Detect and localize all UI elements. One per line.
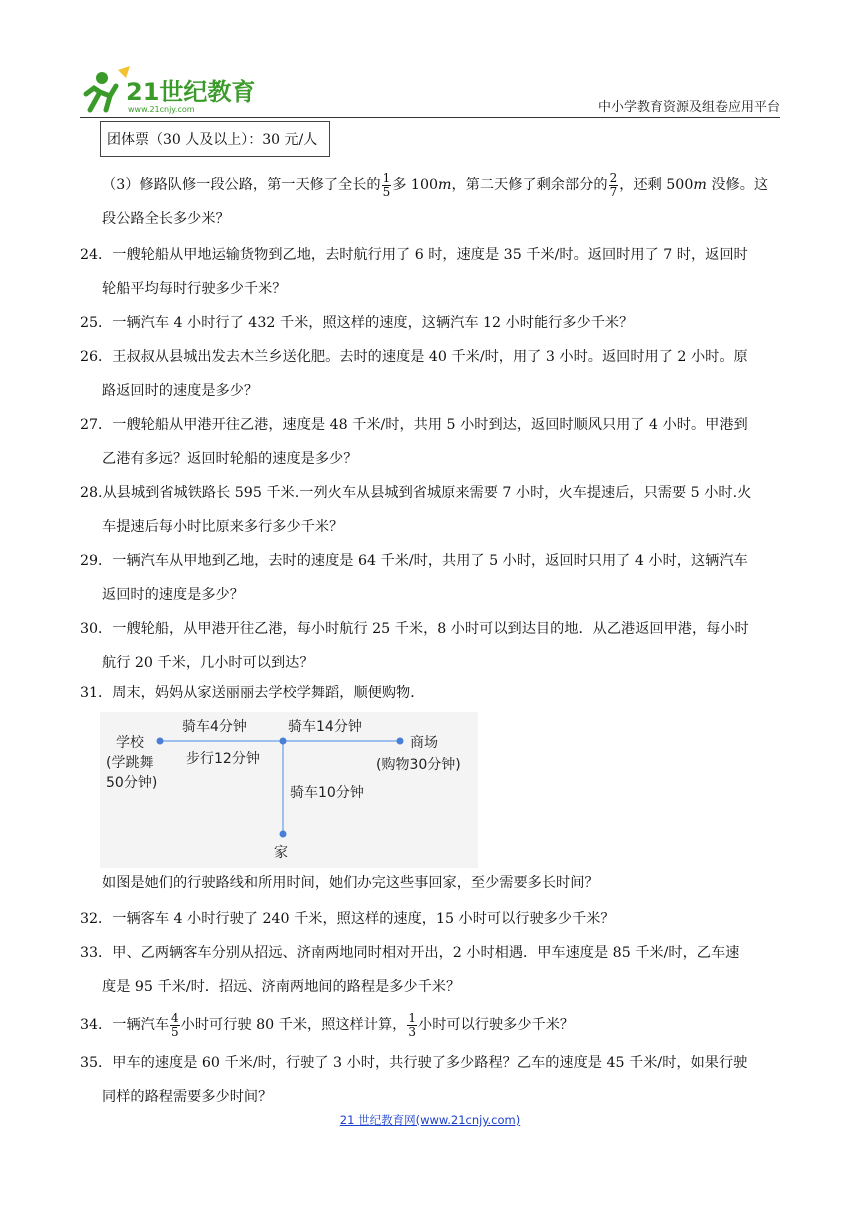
header-divider (80, 117, 780, 118)
question-text: 从县城到省城铁路长 595 千米.一列火车从县城到省城原来需要 7 小时，火车提速后，只需要 5 小时.火 (102, 485, 752, 501)
question-35 (80, 1046, 780, 1114)
fraction (382, 172, 392, 199)
footer-link[interactable]: 21 世纪教育网(www.21cnjy.com) (339, 1113, 521, 1127)
question-number: 35． (80, 1055, 113, 1071)
school-note: (学跳舞 (106, 755, 154, 771)
bike-14-label: 骑车14分钟 (288, 719, 362, 735)
question-number: 32． (80, 911, 113, 927)
question-34 (80, 1008, 780, 1042)
fraction-denominator: 3 (408, 1024, 416, 1039)
question-text: 一辆客车 4 小时行驶了 240 千米，照这样的速度，15 小时可以行驶多少千米？ (112, 911, 615, 927)
school-dot (157, 738, 164, 745)
fraction-denominator: 5 (382, 184, 391, 199)
question-text: 度是 95 千米/时．招远、济南两地间的路程是多少千米？ (102, 979, 461, 995)
home-dot (280, 831, 287, 838)
logo-url: www.21cnjy.com (128, 105, 195, 114)
question-24 (80, 238, 780, 306)
fraction (407, 1012, 417, 1039)
unit: m (438, 177, 452, 193)
question-number: 26． (80, 349, 113, 365)
question-text: 乙港有多远？返回时轮船的速度是多少？ (102, 451, 358, 467)
page-header (80, 66, 780, 116)
fraction-numerator: 2 (609, 170, 618, 185)
question-23-3 (80, 168, 780, 236)
question-number: 31． (80, 685, 113, 701)
text-segment: 小时可行驶 80 千米，照这样计算， (180, 1017, 407, 1033)
fraction-denominator: 5 (171, 1024, 179, 1039)
mall-note: (购物30分钟) (376, 757, 461, 773)
question-number: 27． (80, 417, 113, 433)
text-segment: 一辆汽车 (112, 1017, 170, 1033)
question-28 (80, 476, 780, 544)
unit: m (693, 177, 707, 193)
text-segment: 小时可以行驶多少千米？ (418, 1017, 575, 1033)
question-text: 一艘轮船从甲地运输货物到乙地，去时航行用了 6 时，速度是 35 千米/时。返回时用了 7 时，返回时 (112, 247, 748, 263)
question-31-follow (80, 866, 780, 900)
question-30 (80, 612, 780, 680)
logo-21cnjy (80, 66, 270, 114)
question-number: 30． (80, 621, 113, 637)
fraction-denominator: 7 (609, 184, 618, 199)
question-27 (80, 408, 780, 476)
fraction-numerator: 1 (408, 1010, 416, 1025)
question-26 (80, 340, 780, 408)
question-number: 34． (80, 1017, 113, 1033)
question-text: 一艘轮船从甲港开往乙港，速度是 48 千米/时，共用 5 小时到达，返回时顺风只用了 4 小时。甲港到 (112, 417, 748, 433)
question-line: 段公路全长多少米？ (102, 211, 230, 227)
question-text: 甲车的速度是 60 千米/时，行驶了 3 小时，共行驶了多少路程？乙车的速度是 45 千米/时，如果行驶 (112, 1055, 748, 1071)
bike-10-label: 骑车10分钟 (290, 785, 364, 801)
question-29 (80, 544, 780, 612)
question-number: 29． (80, 553, 113, 569)
question-text: 王叔叔从县城出发去木兰乡送化肥。去时的速度是 40 千米/时，用了 3 小时。返回时用了 2 小时。原 (112, 349, 748, 365)
question-number: 25． (80, 315, 113, 331)
school-label: 学校 (116, 735, 144, 751)
platform-name: 中小学教育资源及组卷应用平台 (597, 100, 780, 115)
mall-dot (397, 738, 404, 745)
bike-4-label: 骑车4分钟 (182, 719, 247, 735)
question-text: 车提速后每小时比原来多行多少千米？ (102, 519, 344, 535)
question-text: 一艘轮船，从甲港开往乙港，每小时航行 25 千米，8 小时可以到达目的地．从乙港返回甲港，每小时 (112, 621, 749, 637)
text-segment: （3）修路队修一段公路，第一天修了全长的 (102, 177, 381, 193)
junction-dot (280, 738, 287, 745)
question-31 (80, 676, 780, 710)
ticket-price-text: 团体票（30 人及以上）：30 元/人 (107, 132, 318, 148)
ticket-price-box (100, 121, 330, 157)
question-text: 同样的路程需要多少时间？ (102, 1089, 273, 1105)
question-text: 如图是她们的行驶路线和所用时间，她们办完这些事回家，至少需要多长时间？ (102, 875, 599, 891)
fraction-numerator: 1 (382, 170, 391, 185)
fraction (609, 172, 619, 199)
question-number: 28. (80, 485, 103, 501)
home-label: 家 (274, 845, 288, 861)
question-33 (80, 936, 780, 1004)
text-segment: ，还剩 500 (619, 177, 694, 193)
question-text: 返回时的速度是多少？ (102, 587, 244, 603)
school-note: 50分钟) (106, 775, 158, 791)
question-text: 甲、乙两辆客车分别从招远、济南两地同时相对开出，2 小时相遇．甲车速度是 85 千米/时，乙车速 (112, 945, 740, 961)
question-number: 33． (80, 945, 113, 961)
text-segment: 没修。这 (706, 177, 769, 193)
fraction (170, 1012, 180, 1039)
question-text: 一辆汽车 4 小时行了 432 千米，照这样的速度，这辆汽车 12 小时能行多少千米？ (112, 315, 634, 331)
question-text: 周末，妈妈从家送丽丽去学校学舞蹈，顺便购物． (112, 685, 425, 701)
text-segment: ，第二天修了剩余部分的 (451, 177, 608, 193)
question-line (80, 168, 780, 202)
question-25 (80, 306, 780, 340)
question-text: 轮船平均每时行驶多少千米？ (102, 281, 287, 297)
question-text: 航行 20 千米，几小时可以到达？ (102, 655, 314, 671)
route-diagram (100, 712, 478, 868)
question-32 (80, 902, 780, 936)
logo-text: 21世纪教育 (126, 78, 256, 106)
mall-label: 商场 (410, 735, 438, 751)
walk-12-label: 步行12分钟 (186, 751, 260, 767)
fraction-numerator: 4 (171, 1010, 179, 1025)
text-segment: 多 100 (392, 177, 439, 193)
question-text: 一辆汽车从甲地到乙地，去时的速度是 64 千米/时，共用了 5 小时，返回时只用了 4 小时，这辆汽车 (112, 553, 748, 569)
question-number: 24． (80, 247, 113, 263)
question-text: 路返回时的速度是多少？ (102, 383, 259, 399)
